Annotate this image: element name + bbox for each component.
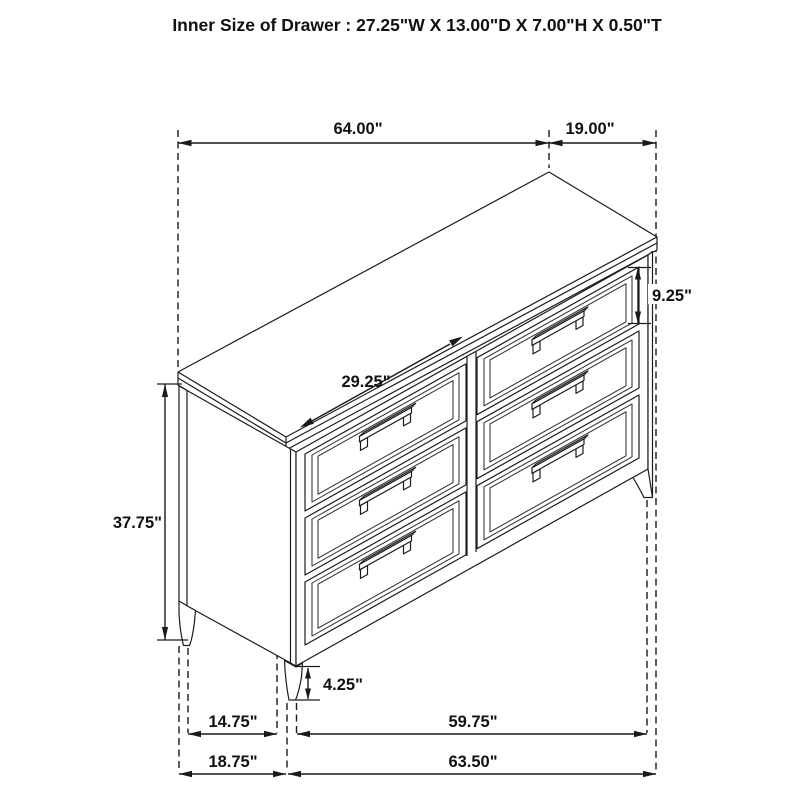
dim-overall-height [113, 384, 188, 640]
dim-label-top-depth: 19.00" [565, 120, 615, 138]
dim-label-leg-spacing-front: 59.75" [448, 713, 498, 731]
dim-top-length [178, 120, 549, 146]
dim-label-drawer-width: 29.25" [341, 373, 391, 391]
dim-label-leg-height: 4.25" [323, 676, 363, 694]
dim-label-base-width: 63.50" [448, 753, 498, 771]
dim-label-leg-spacing-side: 14.75" [208, 713, 258, 731]
dim-base-width [288, 753, 656, 777]
diagram-title: Inner Size of Drawer : 27.25"W X 13.00"D X 7.00"H X 0.50"T [172, 15, 662, 35]
dim-top-depth [549, 120, 656, 146]
dresser-drawing [178, 172, 657, 700]
dim-leg-spacing-side [188, 713, 277, 737]
dim-label-drawer-height: 9.25" [652, 287, 692, 305]
dim-base-depth [179, 753, 286, 777]
dim-drawer-height [628, 268, 698, 324]
dim-label-base-depth: 18.75" [208, 753, 258, 771]
dim-label-overall-height: 37.75" [112, 514, 162, 532]
dim-leg-spacing-front [297, 713, 647, 737]
dim-leg-height [296, 667, 363, 701]
dim-label-top-length: 64.00" [333, 120, 383, 138]
